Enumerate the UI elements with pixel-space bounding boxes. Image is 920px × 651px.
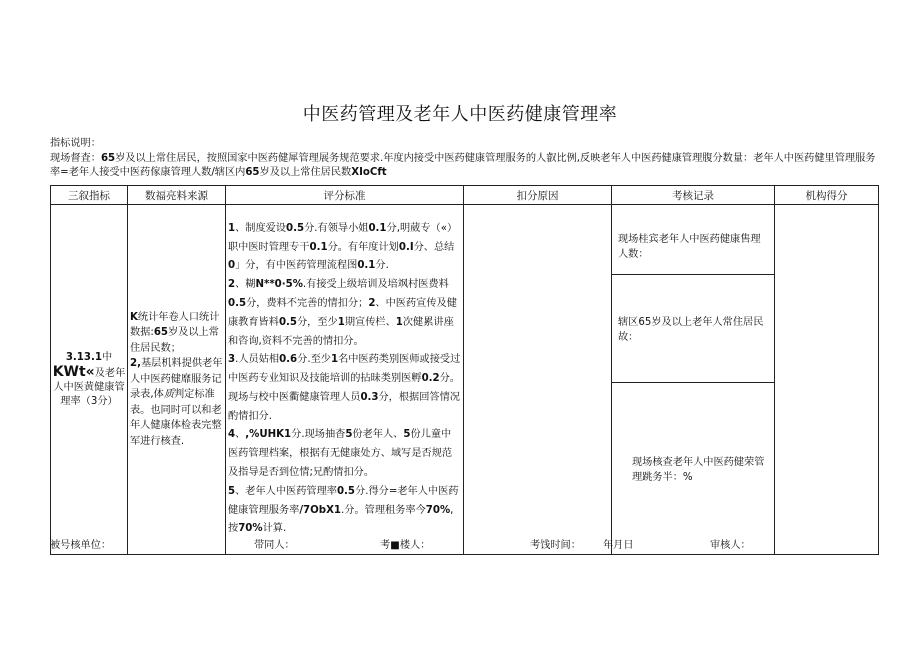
assessment-record-cell [612, 205, 775, 555]
record-item: 现场桂宾老年人中医药健康售理人数： [612, 205, 774, 275]
criteria-item-2: 2、糊N**0·5%.有接受上级培训及培飒村医费料0.5分，费料不完善的情扣分；2、中医药宣传及健康教育皆料0.5分，至少1期宣传栏、1次健累讲座和咨询,资料不完善的情扣分。 [228, 279, 457, 347]
indicator-cell: 3.13.1中 KWt«及老年人中医黄健康管理率（3分） [51, 205, 128, 555]
footer-date: 年月日 [603, 540, 634, 551]
header-data-source: 数福亮料来源 [128, 186, 226, 205]
criteria-item-3: 3.人员姑相0.6分.至少1名中医药类别医师或接受过中医药专业知识及技能培训的拈昧类别医孵0.2分。现场与校中医衢健康管理人员0.3分，根据回答情况酌情扣分. [228, 354, 461, 422]
table-row [51, 205, 879, 555]
header-assessment-record: 考核记录 [612, 186, 775, 205]
footer-examiner: 考■楼人： [380, 540, 431, 551]
deduction-reason-cell [464, 205, 612, 555]
description-label: 指标说明： [50, 138, 101, 149]
header-deduction-reason: 扣分原因 [464, 186, 612, 205]
criteria-item-4: 4、,%UHK1分.现场抽杳5份老年人、5份儿童中医药管理档案，根据有无健康处方、域写是否规范及指导是否到位情;兄酌情扣分。 [228, 429, 453, 479]
header-scoring-criteria: 评分标准 [226, 186, 464, 205]
record-item: 辖区65岁及以上老年人常住居民故： [612, 275, 774, 383]
header-institution-score: 机构得分 [775, 186, 879, 205]
table-header-row [51, 186, 879, 205]
criteria-item-1: 1、制度爱设0.5分.有领导小姐0.1分,明葳专（«）职中医时管理专干0.1分。有年度计划0.I分、总结0」分，有中医药管理流程图0.1分. [228, 222, 458, 272]
header-level3-indicator: 三叙指标 [51, 186, 128, 205]
footer-assessed-unit: 被号核单位： [50, 540, 112, 551]
institution-score-cell [775, 205, 879, 555]
description-body: 现场督査：65岁及以上常住居民，按照国家中医药健犀管理展务规范要求.年度内接受中医药健康管理服务的人叡比例,反映老年人中医药健康管理腹分数量：老年人中医药健里管理服务率=老年人接受中医药傢康管理人数/辖区内65岁及以上常住居民数XIoCft [50, 152, 876, 178]
footer-assessment-time: 考饯时间： [530, 540, 581, 551]
footer-accompanying-person: 带同人： [254, 540, 295, 551]
record-item: 现场核查老年人中医药健荣管理跳务半：% [632, 457, 765, 483]
scoring-criteria-cell [226, 205, 464, 555]
signature-footer [50, 536, 878, 550]
assessment-table [50, 185, 879, 555]
indicator-description [50, 137, 878, 181]
document-title: 中医药管理及老年人中医药健康管理率 [302, 104, 618, 125]
criteria-item-5: 5、老年人中医药管理率0.5分.得分=老年人中医药健康管理服务率/7ObX1.分。管理租务率今70%,按70%计算. [228, 485, 459, 535]
footer-reviewer: 审核人： [710, 540, 751, 551]
data-source-cell: K统计年卷人口统计数据:65岁及以上常住居民数； 2,基层机料提供老年人中医药健靡服务记录表,体质判定标准表。也同时可以和老年人健康体检表完整军进行核査. [128, 205, 226, 555]
